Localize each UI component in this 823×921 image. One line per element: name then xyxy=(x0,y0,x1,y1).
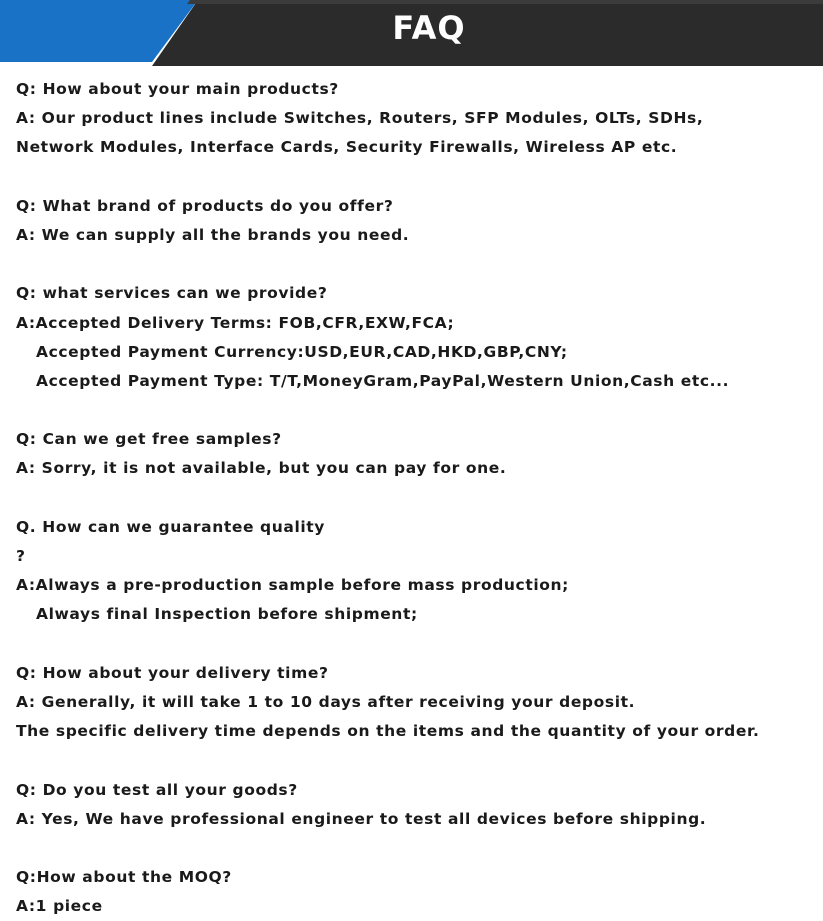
faq-answer-line: A:1 piece xyxy=(16,897,103,916)
faq-item xyxy=(16,776,823,834)
faq-question-continuation: ? xyxy=(16,547,26,565)
faq-question: Q: what services can we provide? xyxy=(16,284,328,303)
faq-answer-line: A:Always a pre-production sample before mass production; xyxy=(16,576,569,595)
faq-answer-line: Network Modules, Interface Cards, Security Firewalls, Wireless AP etc. xyxy=(16,138,678,157)
faq-answer-line: A:Accepted Delivery Terms: FOB,CFR,EXW,FCA; xyxy=(16,313,455,332)
faq-question: Q:How about the MOQ? xyxy=(16,868,232,887)
spacer xyxy=(16,163,823,192)
faq-question: Q. How can we guarantee quality xyxy=(16,517,325,536)
spacer xyxy=(16,630,823,659)
faq-answer-line: The specific delivery time depends on the items and the quantity of your order. xyxy=(16,722,760,741)
faq-answer-line: A: Generally, it will take 1 to 10 days after receiving your deposit. xyxy=(16,692,636,711)
faq-item xyxy=(16,659,823,747)
page-title: FAQ xyxy=(392,9,466,47)
faq-item xyxy=(16,279,823,396)
faq-question: Q: How about your delivery time? xyxy=(16,663,329,682)
faq-answer-line: A: We can supply all the brands you need. xyxy=(16,225,410,244)
faq-answer-line: Accepted Payment Currency:USD,EUR,CAD,HKD,GBP,CNY; xyxy=(36,342,568,361)
spacer xyxy=(16,834,823,863)
faq-answer-line: A: Our product lines include Switches, Routers, SFP Modules, OLTs, SDHs, xyxy=(16,109,704,128)
faq-item xyxy=(16,425,823,483)
faq-banner xyxy=(0,0,823,66)
faq-answer-line: A: Sorry, it is not available, but you can pay for one. xyxy=(16,459,507,478)
faq-item xyxy=(16,75,823,163)
faq-question: Q: Can we get free samples? xyxy=(16,430,282,449)
spacer xyxy=(16,484,823,513)
faq-question: Q: Do you test all your goods? xyxy=(16,780,298,799)
faq-item xyxy=(16,513,823,630)
faq-answer-line: Accepted Payment Type: T/T,MoneyGram,PayPal,Western Union,Cash etc... xyxy=(36,371,730,390)
faq-question: Q: What brand of products do you offer? xyxy=(16,196,394,215)
spacer xyxy=(16,746,823,775)
faq-item xyxy=(16,863,823,921)
spacer xyxy=(16,250,823,279)
faq-item xyxy=(16,192,823,250)
faq-question: Q: How about your main products? xyxy=(16,80,339,98)
faq-answer-line: A: Yes, We have professional engineer to test all devices before shipping. xyxy=(16,809,707,828)
faq-list xyxy=(16,75,823,921)
spacer xyxy=(16,396,823,425)
faq-answer-line: Always final Inspection before shipment; xyxy=(36,605,418,624)
